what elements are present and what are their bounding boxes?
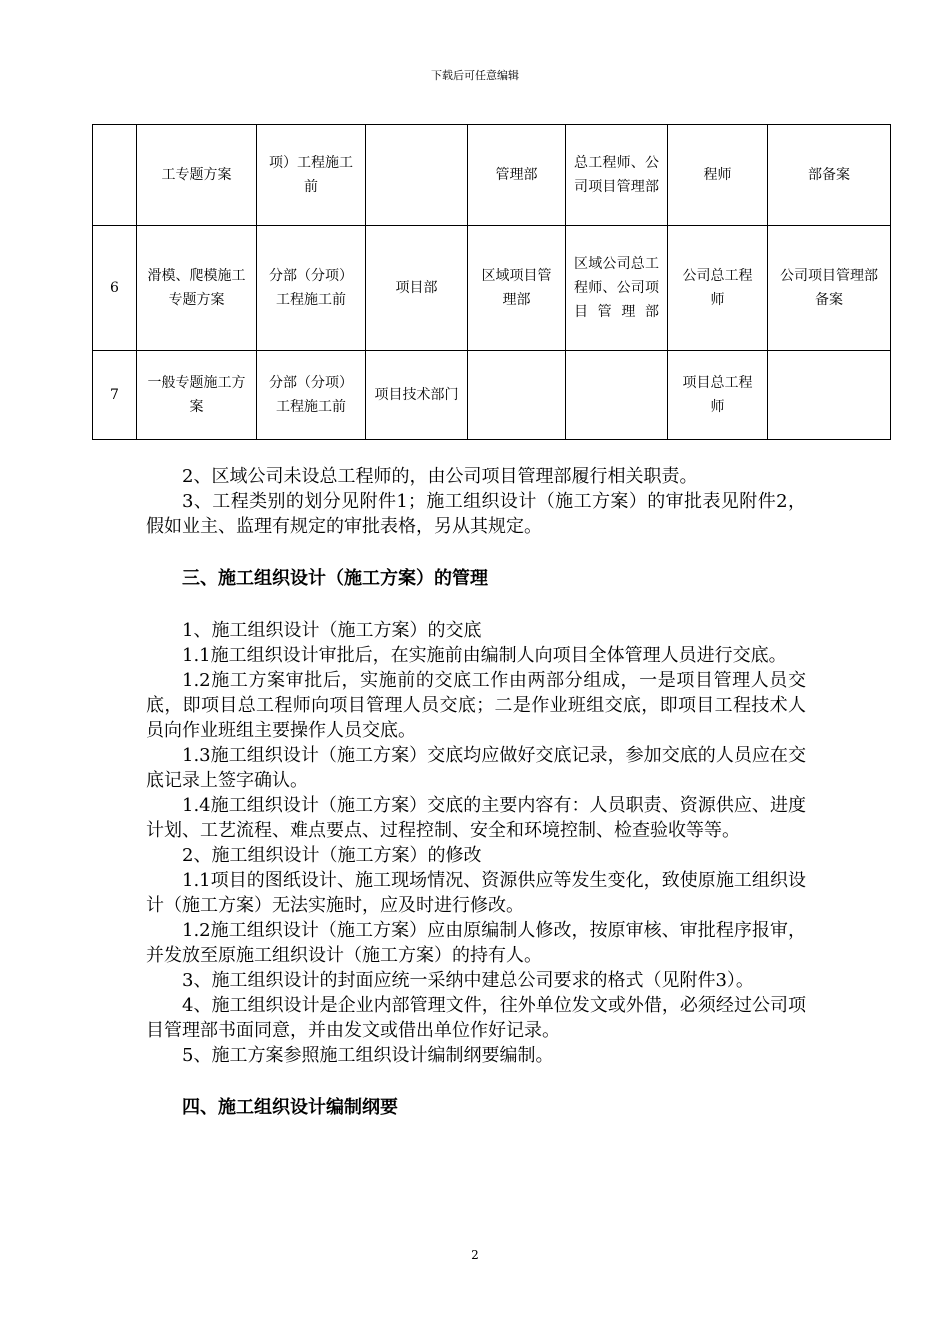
cell-scope: 分部（分项）工程施工前 bbox=[257, 226, 366, 351]
cell-compiler: 项目技术部门 bbox=[366, 351, 468, 440]
paragraph: 1.3施工组织设计（施工方案）交底均应做好交底记录，参加交底的人员应在交底记录上签字确认。 bbox=[146, 745, 806, 791]
cell-no: 6 bbox=[93, 226, 137, 351]
paragraph: 1.4施工组织设计（施工方案）交底的主要内容有：人员职责、资源供应、进度计划、工艺流程、难点要点、过程控制、安全和环境控制、检查验收等等。 bbox=[146, 795, 806, 841]
cell-review: 区域项目管理部 bbox=[468, 226, 566, 351]
paragraph: 1.2施工方案审批后，实施前的交底工作由两部分组成，一是项目管理人员交底，即项目总工程师向项目管理人员交底；二是作业班组交底，即项目工程技术人员向作业班组主要操作人员交底。 bbox=[146, 670, 806, 741]
paragraph: 5、施工方案参照施工组织设计编制纲要编制。 bbox=[182, 1045, 554, 1066]
cell-filing: 公司项目管理部备案 bbox=[768, 226, 891, 351]
cell-signer: 程师 bbox=[668, 125, 768, 226]
cell-signer: 公司总工程师 bbox=[668, 226, 768, 351]
cell-signer: 项目总工程师 bbox=[668, 351, 768, 440]
paragraph: 1.1施工组织设计审批后，在实施前由编制人向项目全体管理人员进行交底。 bbox=[182, 645, 787, 666]
paragraph: 1.1项目的图纸设计、施工现场情况、资源供应等发生变化，致使原施工组织设计（施工方案）无法实施时，应及时进行修改。 bbox=[146, 870, 806, 916]
cell-review bbox=[468, 351, 566, 440]
cell-compiler bbox=[366, 125, 468, 226]
paragraph: 4、施工组织设计是企业内部管理文件，往外单位发文或外借，必须经过公司项目管理部书面同意，并由发文或借出单位作好记录。 bbox=[146, 995, 806, 1041]
note-paragraph: 2、区域公司未设总工程师的，由公司项目管理部履行相关职责。 bbox=[182, 466, 698, 487]
table-row bbox=[93, 226, 891, 351]
subsection-heading: 2、施工组织设计（施工方案）的修改 bbox=[182, 845, 482, 866]
paragraph: 3、施工组织设计的封面应统一采纳中建总公司要求的格式（见附件3）。 bbox=[182, 970, 754, 991]
note-paragraph: 3、工程类别的划分见附件1；施工组织设计（施工方案）的审批表见附件2，假如业主、监理有规定的审批表格，另从其规定。 bbox=[146, 491, 806, 537]
cell-name: 工专题方案 bbox=[137, 125, 257, 226]
cell-approver: 区域公司总工程师、公司项目管理部 bbox=[566, 226, 668, 351]
table-row bbox=[93, 351, 891, 440]
subsection-heading: 1、施工组织设计（施工方案）的交底 bbox=[182, 620, 482, 641]
header-note: 下载后可任意编辑 bbox=[431, 69, 519, 82]
approval-table bbox=[92, 124, 891, 440]
cell-scope: 分部（分项）工程施工前 bbox=[257, 351, 366, 440]
section-heading: 三、施工组织设计（施工方案）的管理 bbox=[182, 568, 488, 589]
section-heading: 四、施工组织设计编制纲要 bbox=[182, 1097, 398, 1118]
cell-name: 一般专题施工方案 bbox=[137, 351, 257, 440]
cell-approver: 总工程师、公司项目管理部 bbox=[566, 125, 668, 226]
cell-scope: 项）工程施工前 bbox=[257, 125, 366, 226]
cell-filing: 部备案 bbox=[768, 125, 891, 226]
paragraph: 1.2施工组织设计（施工方案）应由原编制人修改，按原审核、审批程序报审，并发放至原施工组织设计（施工方案）的持有人。 bbox=[146, 920, 806, 966]
cell-no: 7 bbox=[93, 351, 137, 440]
cell-compiler: 项目部 bbox=[366, 226, 468, 351]
document-body bbox=[146, 464, 806, 1120]
cell-name: 滑模、爬模施工专题方案 bbox=[137, 226, 257, 351]
cell-filing bbox=[768, 351, 891, 440]
cell-approver bbox=[566, 351, 668, 440]
page-number: 2 bbox=[471, 1248, 479, 1262]
cell-no bbox=[93, 125, 137, 226]
cell-review: 管理部 bbox=[468, 125, 566, 226]
table-row bbox=[93, 125, 891, 226]
